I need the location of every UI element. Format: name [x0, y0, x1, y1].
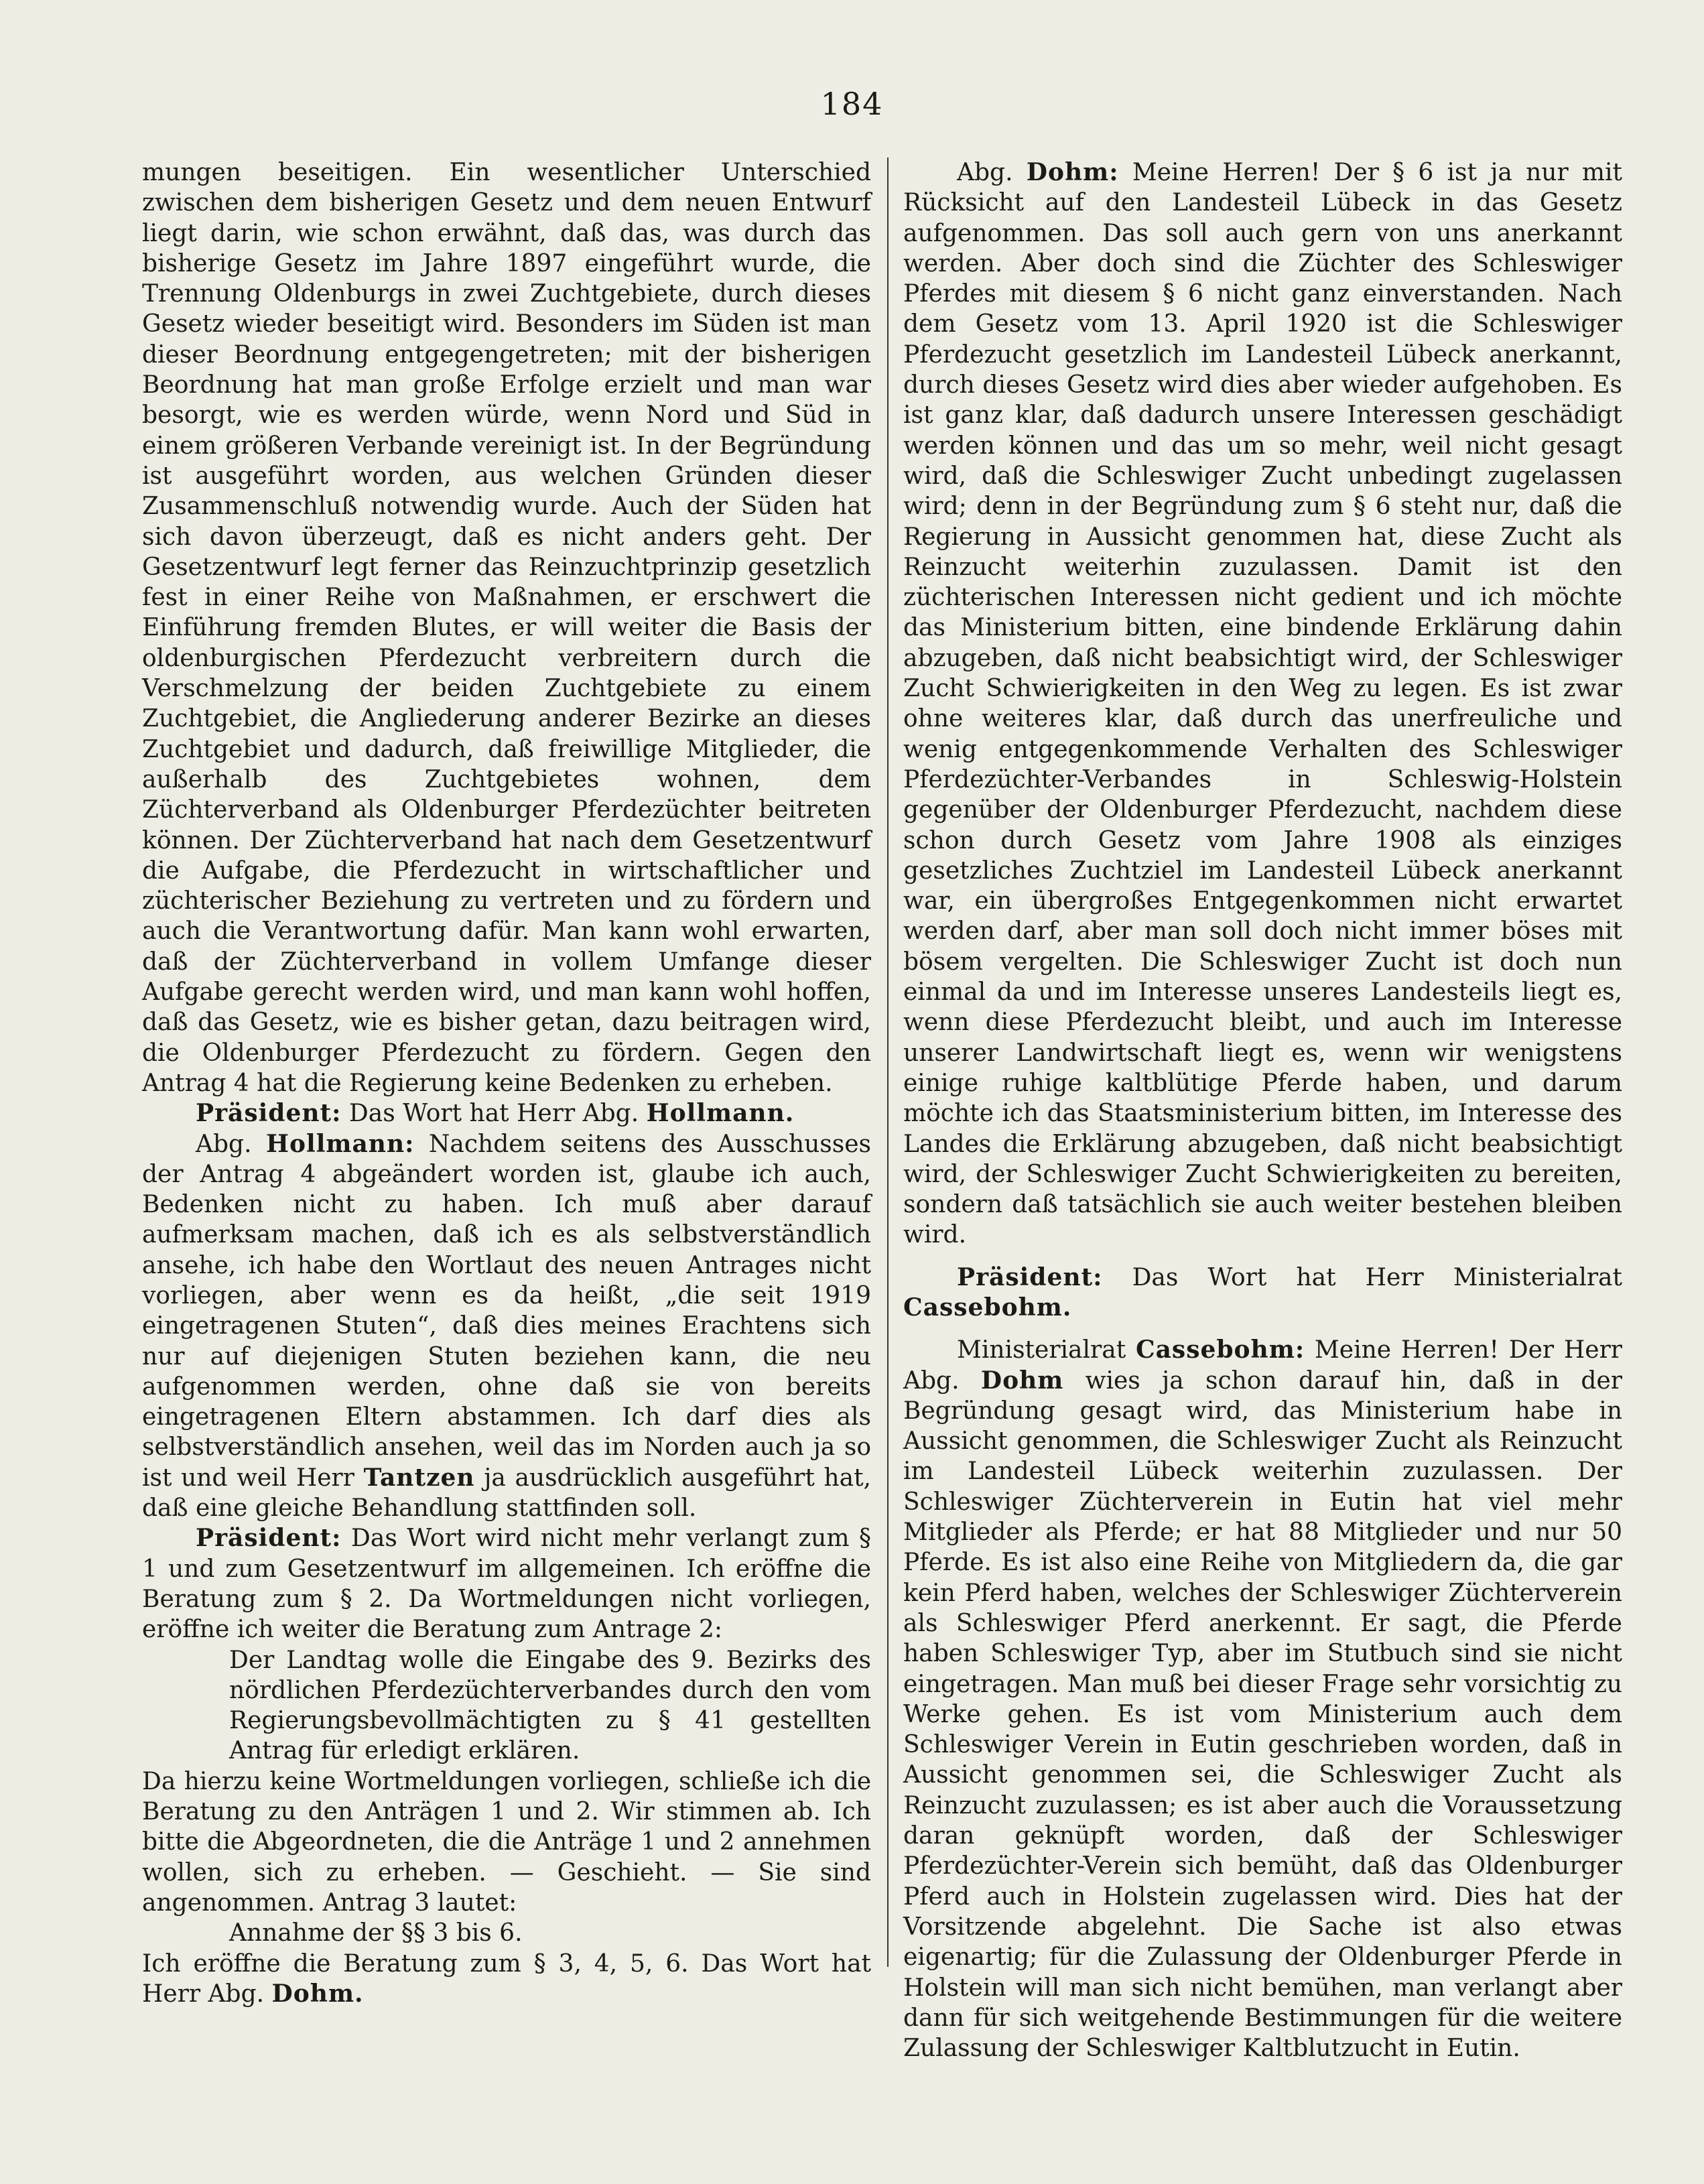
speaker-label: Cassebohm: [1135, 1336, 1305, 1364]
right-paragraph-president [903, 1263, 1622, 1324]
right-paragraph-dohm [903, 157, 1622, 1250]
page-number: 184 [820, 86, 884, 122]
speech-text-end: wies ja schon darauf hin, daß in der Begründung gesagt wird, das Ministerium habe in Aussicht genommen, die Schleswiger Zucht als Reinzucht im Landesteil Lübeck weiterhin zuzulassen. Der Schleswiger Züchterverein in Eutin hat viel mehr Mitglieder als Pferde; er hat 88 Mitglieder und nur 50 Pferde. Es ist also eine Reihe von Mitgliedern da, die gar kein Pferd haben, welches der Schleswiger Züchterverein als Schleswiger Pferd anerkennt. Er sagt, die Pferde haben Schleswiger Typ, aber im Stutbuch sind sie nicht eingetragen. Man muß bei dieser Frage sehr vorsichtig zu Werke gehen. Es ist vom Ministerium auch dem Schleswiger Verein in Eutin geschrieben worden, daß in Aussicht genommen sei, die Schleswiger Zucht als Reinzucht zuzulassen; es ist aber auch die Voraussetzung daran geknüpft worden, daß der Schleswiger Pferdezüchter-Verein sich bemüht, daß das Oldenburger Pferd auch in Holstein zugelassen wird. Dies hat der Vorsitzende abgelehnt. Die Sache ist also etwas eigenartig; für die Zulassung der Oldenburger Pferde in Holstein will man sich nicht bemühen, man verlangt aber dann für sich weitgehende Bestimmungen für die weitere Zulassung der Schleswiger Kaltblutzucht in Eutin. [903, 1366, 1622, 2063]
left-paragraph-president-2 [142, 1523, 871, 1645]
speaker-label: Dohm: [1026, 158, 1119, 186]
speaker-label: Präsident: [196, 1099, 342, 1128]
speaker-prefix: Abg. [196, 1130, 266, 1158]
left-column [142, 157, 871, 2009]
speaker-name: Cassebohm. [903, 1293, 1072, 1322]
speaker-prefix: Abg. [957, 159, 1027, 186]
speaker-name: Dohm. [271, 1979, 364, 2008]
left-paragraph-hollmann [142, 1129, 871, 1524]
speech-text: Nachdem seitens des Ausschusses der Antrag 4 abgeändert worden ist, glaube ich auch, Bedenken nicht zu haben. Ich muß aber darauf aufmerksam machen, daß ich es als selbstverständlich ansehe, ich habe den Wortlaut des neuen Antrages nicht vorliegen, aber wenn es da heißt, „die seit 1919 eingetragenen Stuten“, daß dies meines Erachtens sich nur auf diejenigen Stuten beziehen kann, die neu aufgenommen werden, ohne daß sie von bereits eingetragenen Eltern abstammen. Ich darf dies als selbstverständlich ansehen, weil das im Norden auch ja so ist und weil Herr [142, 1130, 872, 1492]
speech-text: Das Wort wird nicht mehr verlangt zum § 1 und zum Gesetzentwurf im allgemeinen. Ich eröffne die Beratung zum § 2. Da Wortmeldungen nicht vorliegen, eröffne ich weiter die Beratung zum Antrage 2: [142, 1525, 871, 1644]
left-paragraph-vote: Da hierzu keine Wortmeldungen vorliegen, schließe ich die Beratung zu den Anträgen 1 und 2. Wir stimmen ab. Ich bitte die Abgeordneten, die die Anträge 1 und 2 annehmen wollen, sich zu erheben. — Geschieht. — Sie sind angenommen. Antrag 3 lautet: [142, 1767, 871, 1917]
speaker-label: Hollmann: [266, 1129, 415, 1158]
speaker-label: Präsident: [957, 1263, 1103, 1291]
speech-text: Das Wort hat Herr Abg. [341, 1100, 647, 1128]
left-paragraph-1: mungen beseitigen. Ein wesentlicher Unterschied zwischen dem bisherigen Gesetz und dem neuen Entwurf liegt darin, wie schon erwähnt, daß das, was durch das bisherige Gesetz im Jahre 1897 eingeführt wurde, die Trennung Oldenburgs in zwei Zuchtgebiete, durch dieses Gesetz wieder beseitigt wird. Besonders im Süden ist man dieser Beordnung entgegengetreten; mit der bisherigen Beordnung hat man große Erfolge erzielt und man war besorgt, wie es werden würde, wenn Nord und Süd in einem größeren Verbande vereinigt ist. In der Begründung ist ausgeführt worden, aus welchen Gründen dieser Zusammenschluß notwendig wurde. Auch der Süden hat sich davon überzeugt, daß es nicht anders geht. Der Gesetzentwurf legt ferner das Reinzuchtprinzip gesetzlich fest in einer Reihe von Maßnahmen, er erschwert die Einführung fremden Blutes, er will weiter die Basis der oldenburgischen Pferdezucht verbreitern durch die Verschmelzung der beiden Zuchtgebiete zu einem Zuchtgebiet, die Angliederung anderer Bezirke an dieses Zuchtgebiet und dadurch, daß freiwillige Mitglieder, die außerhalb des Zuchtgebietes wohnen, dem Züchterverband als Oldenburger Pferdezüchter beitreten können. Der Züchterverband hat nach dem Gesetzentwurf die Aufgabe, die Pferdezucht in wirtschaftlicher und züchterischer Beziehung zu vertreten und zu fördern und auch die Verantwortung dafür. Man kann wohl erwarten, daß der Züchterverband in vollem Umfange dieser Aufgabe gerecht werden wird, und man kann wohl hoffen, daß das Gesetz, wie es bisher getan, dazu beitragen wird, die Oldenburger Pferdezucht zu fördern. Gegen den Antrag 4 hat die Regierung keine Bedenken zu erheben. [142, 159, 871, 1097]
left-paragraph-last [142, 1949, 871, 2010]
motion-quote-1: Der Landtag wolle die Eingabe des 9. Bezirks des nördlichen Pferdezüchterverbandes durch den vom Regierungsbevollmächtigten zu § 41 gestellten Antrag für erledigt erklären. [229, 1646, 871, 1765]
speech-text-end: ja ausdrücklich ausgeführt hat, daß eine gleiche Behandlung stattfinden soll. [142, 1464, 871, 1523]
speaker-name: Dohm [980, 1366, 1064, 1395]
right-paragraph-cassebohm [903, 1335, 1622, 2063]
speaker-prefix: Ministerialrat [957, 1336, 1136, 1364]
speaker-name: Tantzen [363, 1463, 475, 1492]
speech-text: Meine Herren! Der Herr Abg. [903, 1336, 1622, 1395]
motion-quote-2: Annahme der §§ 3 bis 6. [229, 1919, 523, 1947]
column-divider [887, 157, 889, 1967]
right-column [903, 157, 1622, 2063]
speech-text: Meine Herren! Der § 6 ist ja nur mit Rücksicht auf den Landesteil Lübeck in das Gesetz aufgenommen. Das soll auch gern von uns anerkannt werden. Aber doch sind die Züchter des Schleswiger Pferdes mit diesem § 6 nicht ganz einverstanden. Nach dem Gesetz vom 13. April 1920 ist die Schleswiger Pferdezucht gesetzlich im Landesteil Lübeck anerkannt, durch dieses Gesetz wird dies aber wieder aufgehoben. Es ist ganz klar, daß dadurch unsere Interessen geschädigt werden können und das um so mehr, weil nicht gesagt wird, daß die Schleswiger Zucht unbedingt zugelassen wird; denn in der Begründung zum § 6 steht nur, daß die Regierung in Aussicht genommen hat, diese Zucht als Reinzucht weiterhin zuzulassen. Damit ist den züchterischen Interessen nicht gedient und ich möchte das Ministerium bitten, eine bindende Erklärung dahin abzugeben, daß nicht beabsichtigt wird, der Schleswiger Zucht Schwierigkeiten in den Weg zu legen. Es ist zwar ohne weiteres klar, daß durch das unerfreuliche und wenig entgegenkommende Verhalten des Schleswiger Pferdezüchter-Verbandes in Schleswig-Holstein gegenüber der Oldenburger Pferdezucht, nachdem diese schon durch Gesetz vom Jahre 1908 als einziges gesetzliches Zuchtziel im Landesteil Lübeck anerkannt war, ein übergroßes Entgegenkommen nicht erwartet werden darf, aber man soll doch nicht immer böses mit bösem vergelten. Die Schleswiger Zucht ist doch nun einmal da und im Interesse unseres Landesteils liegt es, wenn diese Pferdezucht bleibt, und auch im Interesse unserer Landwirtschaft liegt es, wenn wir wenigstens einige ruhige kaltblütige Pferde haben, und darum möchte ich das Staatsministerium bitten, im Interesse des Landes die Erklärung abzugeben, daß nicht beabsichtigt wird, der Schleswiger Zucht Schwierigkeiten zu bereiten, sondern daß tatsächlich sie auch weiter bestehen bleiben wird. [903, 159, 1623, 1249]
speaker-name: Hollmann. [646, 1099, 795, 1128]
speech-text: Das Wort hat Herr Ministerialrat [1102, 1263, 1622, 1291]
left-paragraph-president-1 [142, 1098, 871, 1129]
speaker-label: Präsident: [196, 1524, 342, 1553]
speech-text: Ich eröffne die Beratung zum § 3, 4, 5, 6. Das Wort hat Herr Abg. [142, 1949, 871, 2008]
